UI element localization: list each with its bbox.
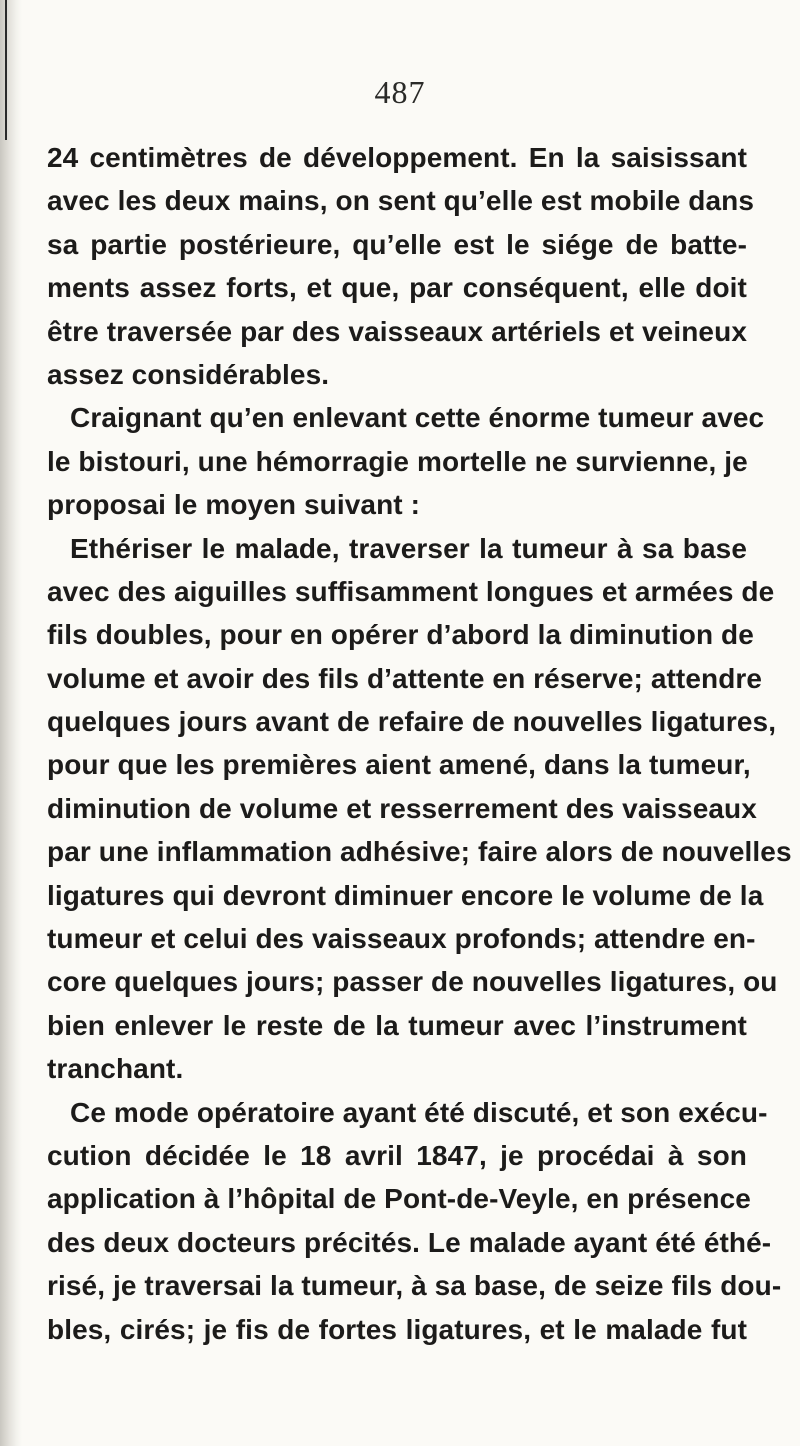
text-line: assez considérables. xyxy=(47,358,330,390)
text-line: bles, cirés; je fis de fortes ligatures, et le malade fut xyxy=(47,1313,747,1345)
text-line: bien enlever le reste de la tumeur avec l’instrument xyxy=(47,1009,747,1041)
text-line: le bistouri, une hémorragie mortelle ne survienne, je xyxy=(47,445,748,477)
text-line: sa partie postérieure, qu’elle est le siége de batte- xyxy=(47,228,747,260)
text-line: cution décidée le 18 avril 1847, je procédai à son xyxy=(47,1139,747,1171)
page-binding-shadow xyxy=(0,0,22,1446)
page-number: 487 xyxy=(374,74,426,110)
text-line: ments assez forts, et que, par conséquent, elle doit xyxy=(47,272,747,304)
paragraph-start-line: Craignant qu’en enlevant cette énorme tumeur avec xyxy=(70,402,765,434)
text-line: core quelques jours; passer de nouvelles ligatures, ou xyxy=(47,966,778,998)
text-line: avec les deux mains, on sent qu’elle est mobile dans xyxy=(47,185,755,217)
text-line: fils doubles, pour en opérer d’abord la diminution de xyxy=(47,619,754,651)
paragraph-start-line: Ethériser le malade, traverser la tumeur à sa base xyxy=(70,532,747,564)
text-line: des deux docteurs précités. Le malade ayant été éthé- xyxy=(47,1226,772,1258)
text-line: par une inflammation adhésive; faire alors de nouvelles xyxy=(47,836,792,868)
text-line: avec des aiguilles suffisamment longues et armées de xyxy=(47,575,775,607)
paragraph-start-line: Ce mode opératoire ayant été discuté, et son exécu- xyxy=(70,1096,768,1128)
text-line: diminution de volume et resserrement des vaisseaux xyxy=(47,792,757,824)
text-line: application à l’hôpital de Pont-de-Veyle, en présence xyxy=(47,1183,751,1215)
text-line: pour que les premières aient amené, dans la tumeur, xyxy=(47,749,751,781)
text-line: tranchant. xyxy=(47,1053,184,1085)
text-line: proposai le moyen suivant : xyxy=(47,489,421,521)
body-text xyxy=(47,136,792,1351)
text-line: risé, je traversai la tumeur, à sa base, de seize fils dou- xyxy=(47,1270,782,1302)
text-line: quelques jours avant de refaire de nouvelles ligatures, xyxy=(47,706,777,738)
page-edge-line xyxy=(5,0,7,140)
text-line: volume et avoir des fils d’attente en réserve; attendre xyxy=(47,662,763,694)
text-line: être traversée par des vaisseaux artériels et veineux xyxy=(47,315,747,347)
text-line: 24 centimètres de développement. En la saisissant xyxy=(47,142,747,173)
text-line: ligatures qui devront diminuer encore le volume de la xyxy=(47,879,764,911)
text-line: tumeur et celui des vaisseaux profonds; attendre en- xyxy=(47,923,756,955)
